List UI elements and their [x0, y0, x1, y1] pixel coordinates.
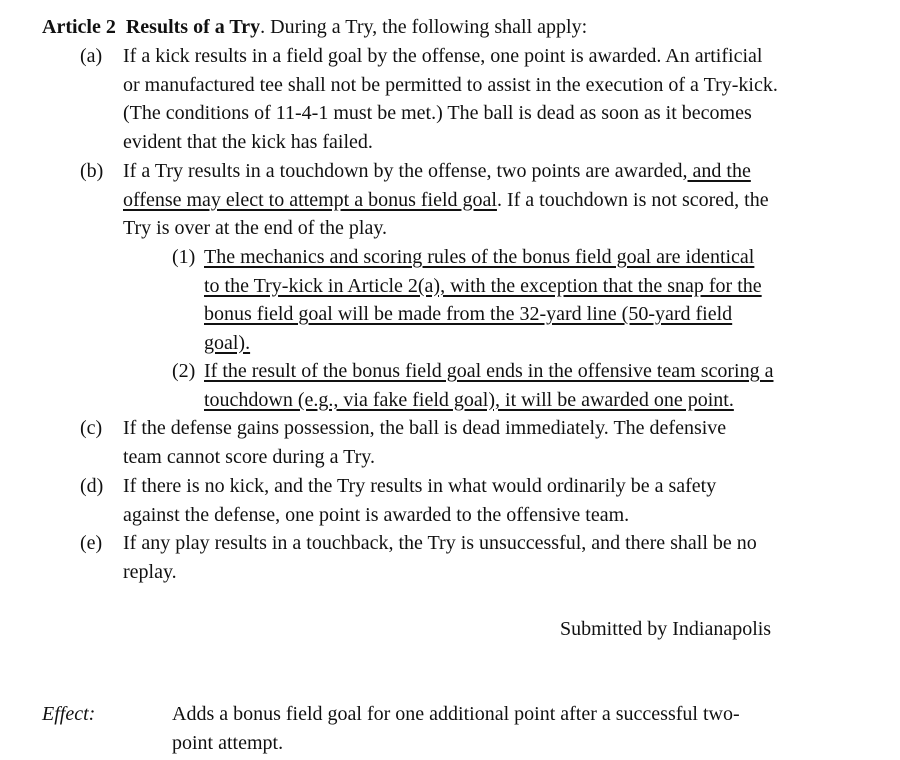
item-a-text [123, 42, 828, 156]
submitted-by: Submitted by Indianapolis [560, 618, 772, 640]
item-c [80, 414, 840, 471]
item-b1 [172, 243, 832, 357]
item-c-label: (c) [80, 417, 103, 439]
item-b-line1-text: If a Try results in a touchdown by the offense, two points are awarded, [123, 160, 688, 182]
item-b2-label: (2) [172, 360, 196, 382]
item-a-line: If a kick results in a field goal by the offense, one point is awarded. An artificial [123, 45, 763, 67]
effect-text [172, 700, 812, 757]
item-a [80, 42, 840, 156]
item-b1-line: goal). [204, 331, 251, 354]
item-a-label: (a) [80, 45, 103, 67]
item-b2-line: If the result of the bonus field goal ends in the offensive team scoring a [204, 360, 774, 382]
item-c-line: team cannot score during a Try. [123, 445, 375, 468]
item-b1-text [204, 243, 824, 357]
effect-line: point attempt. [172, 731, 284, 754]
item-c-text [123, 414, 828, 471]
item-b1-label: (1) [172, 246, 196, 268]
item-b1-line: to the Try-kick in Article 2(a), with the exception that the snap for the [204, 274, 762, 297]
item-b-amendment: and the [687, 160, 751, 182]
item-a-line: or manufactured tee shall not be permitted to assist in the execution of a Try-kick. [123, 73, 778, 96]
item-d [80, 472, 840, 529]
item-b1-line: The mechanics and scoring rules of the bonus field goal are identical [204, 246, 755, 268]
item-b-line [123, 157, 828, 186]
item-b1-line: bonus field goal will be made from the 32-yard line (50-yard field [204, 303, 733, 325]
item-e-line: If any play results in a touchback, the Try is unsuccessful, and there shall be no [123, 532, 757, 554]
item-d-line: against the defense, one point is awarded to the offensive team. [123, 503, 630, 526]
item-b2-line: touchdown (e.g., via fake field goal), it will be awarded one point. [204, 388, 734, 411]
item-b2-text [204, 357, 824, 414]
effect-line: Adds a bonus field goal for one additional point after a successful two- [172, 703, 740, 725]
item-b-line [123, 186, 828, 215]
article-intro: . During a Try, the following shall apply: [260, 16, 588, 38]
article-label: Article 2 [42, 16, 116, 38]
item-e-label: (e) [80, 532, 103, 554]
item-d-line: If there is no kick, and the Try results in what would ordinarily be a safety [123, 475, 717, 497]
item-e-text [123, 529, 828, 586]
item-b-line: Try is over at the end of the play. [123, 217, 388, 239]
item-e [80, 529, 840, 586]
item-b-text [123, 157, 828, 243]
item-d-text [123, 472, 828, 529]
article-title: Results of a Try [125, 16, 261, 38]
item-b-label: (b) [80, 160, 104, 182]
article-heading [42, 13, 882, 41]
item-b-line2-text: . If a touchdown is not scored, the [496, 188, 769, 211]
item-b [80, 157, 840, 243]
item-b-amendment: offense may elect to attempt a bonus field goal [123, 188, 497, 211]
item-a-line: evident that the kick has failed. [123, 130, 373, 153]
item-e-line: replay. [123, 560, 177, 583]
effect-label: Effect: [42, 703, 96, 725]
item-d-label: (d) [80, 475, 104, 497]
item-c-line: If the defense gains possession, the ball is dead immediately. The defensive [123, 417, 727, 439]
item-b2 [172, 357, 832, 414]
item-a-line: (The conditions of 11-4-1 must be met.) The ball is dead as soon as it becomes [123, 102, 752, 124]
